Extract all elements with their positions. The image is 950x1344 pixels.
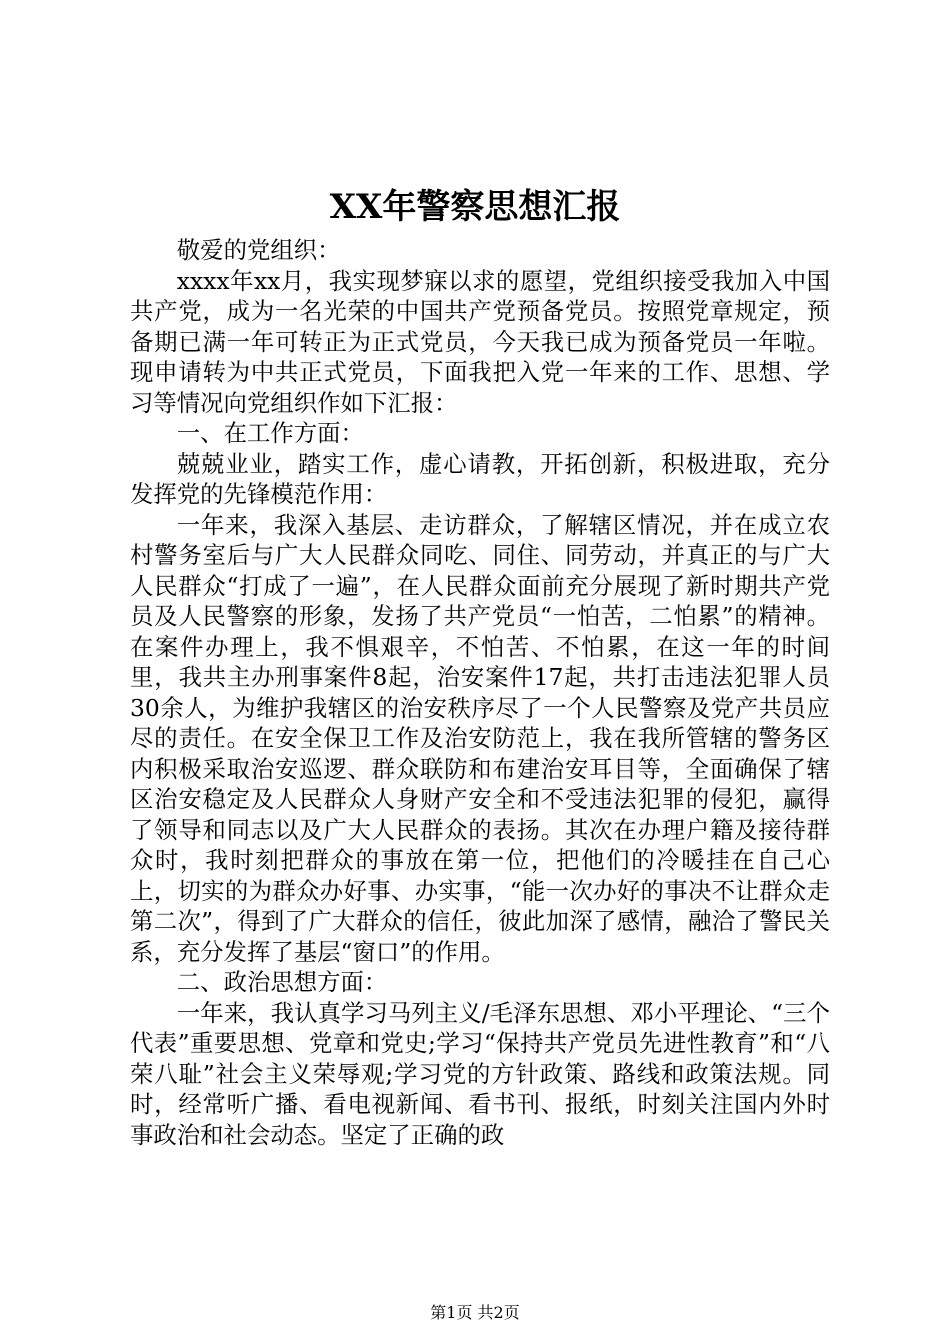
- paragraph-politics-detail: 一年来，我认真学习马列主义/毛泽东思想、邓小平理论、“三个代表”重要思想、党章和党史;学习“保持共产党员先进性教育”和“八荣八耻”社会主义荣辱观;学习党的方针政策、路线和政策法规。同时，经常听广播、看电视新闻、看书刊、报纸，时刻关注国内外时事政治和社会动态。坚定了正确的政: [130, 998, 830, 1149]
- page-footer: 第1页 共2页: [430, 1303, 520, 1322]
- paragraph-salutation: 敬爱的党组织：: [176, 236, 341, 264]
- document-title: XX年警察思想汇报: [329, 187, 621, 227]
- section-heading-work: 一、在工作方面：: [176, 419, 364, 447]
- paragraph-work-detail: 一年来，我深入基层、走访群众，了解辖区情况，并在成立农村警务室后与广大人民群众同吃、同住、同劳动，并真正的与广大人民群众“打成了一遍”，在人民群众面前充分展现了新时期共产党员及人民警察的形象，发扬了共产党员“一怕苦，二怕累”的精神。在案件办理上，我不惧艰辛，不怕苦、不怕累，在这一年的时间里，我共主办刑事案件8起，治安案件17起，共打击违法犯罪人员30余人，为维护我辖区的治安秩序尽了一个人民警察及党产共员应尽的责任。在安全保卫工作及治安防范上，我在我所管辖的警务区内积极采取治安巡逻、群众联防和布建治安耳目等，全面确保了辖区治安稳定及人民群众人身财产安全和不受违法犯罪的侵犯，赢得了领导和同志以及广大人民群众的表扬。其次在办理户籍及接待群众时，我时刻把群众的事放在第一位，把他们的冷暖挂在自己心上，切实的为群众办好事、办实事，“能一次办好的事决不让群众走第二次”，得到了广大群众的信任，彼此加深了感情，融洽了警民关系，充分发挥了基层“窗口”的作用。: [130, 510, 830, 966]
- paragraph-intro: xxxx年xx月，我实现梦寐以求的愿望，党组织接受我加入中国共产党，成为一名光荣的中国共产党预备党员。按照党章规定，预备期已满一年可转正为正式党员，今天我已成为预备党员一年啦。现申请转为中共正式党员，下面我把入党一年来的工作、思想、学习等情况向党组织作如下汇报：: [130, 266, 830, 417]
- paragraph-work-summary: 兢兢业业，踏实工作，虚心请教，开拓创新，积极进取，充分发挥党的先锋模范作用：: [130, 449, 830, 508]
- section-heading-politics: 二、政治思想方面：: [176, 968, 388, 996]
- document-body: [130, 235, 830, 1150]
